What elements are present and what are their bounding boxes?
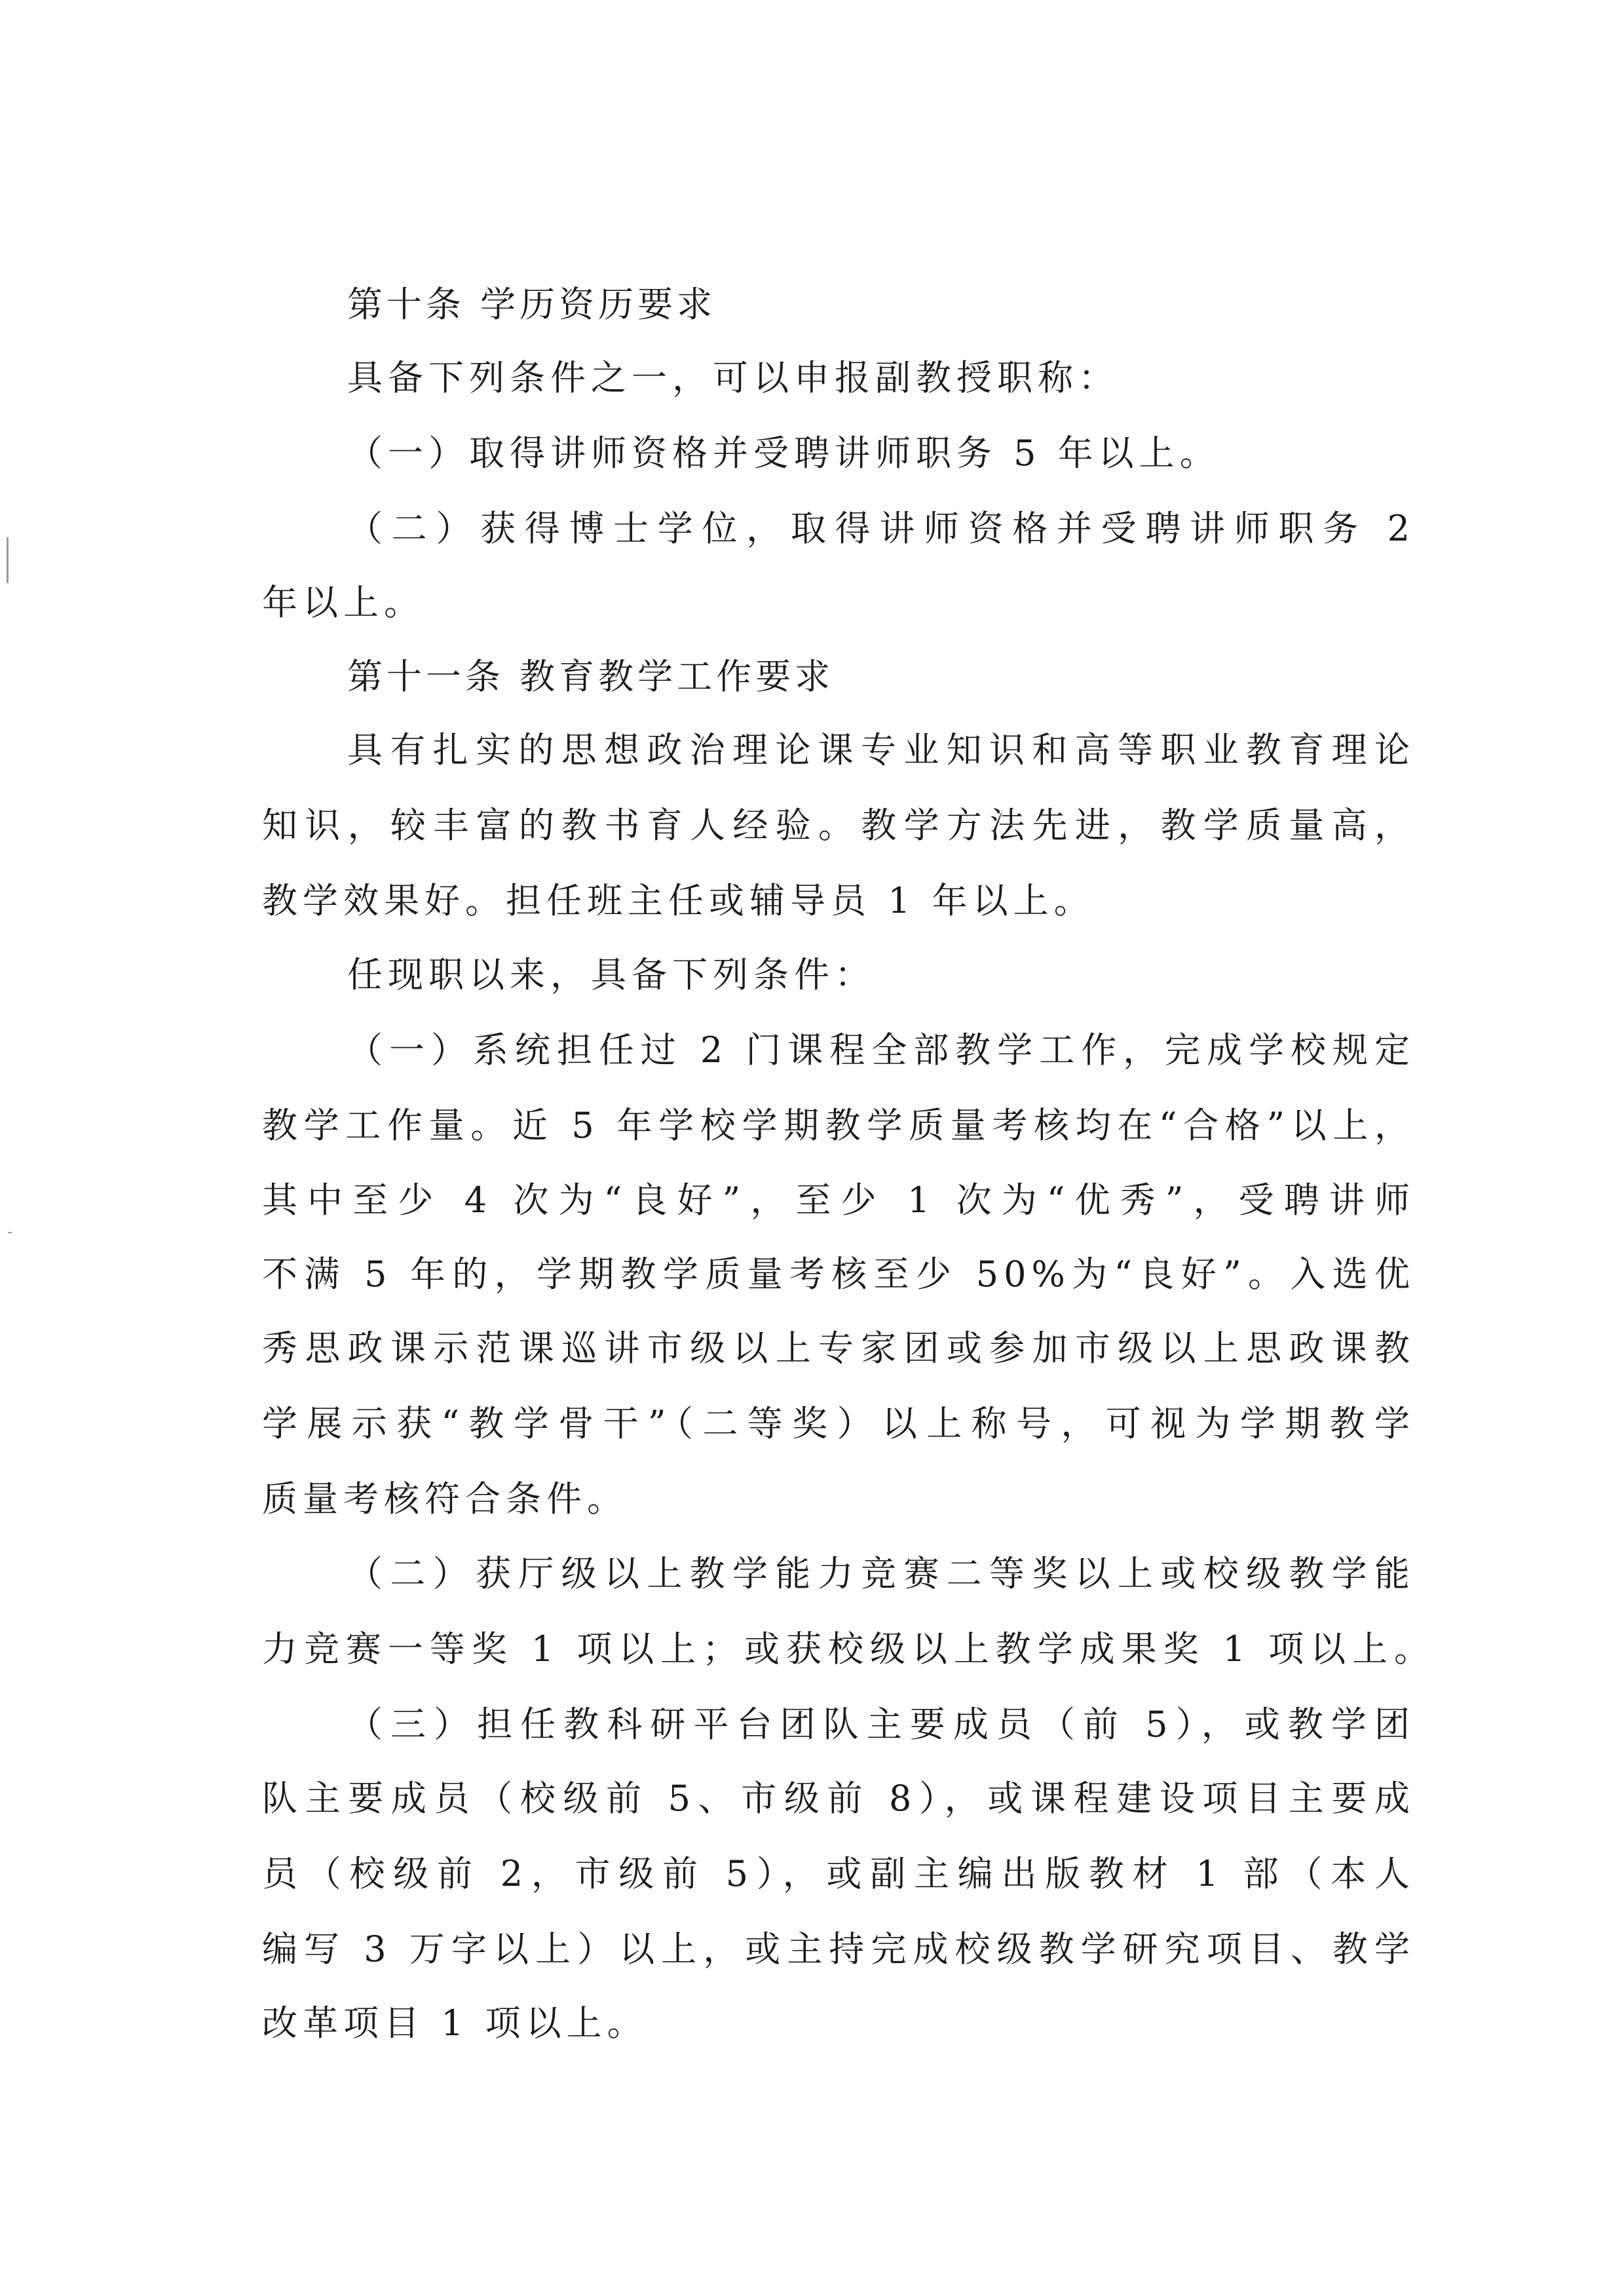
paragraph-line: 力竞赛一等奖 1 项以上；或获校级以上教学成果奖 1 项以上。 [262,1628,1435,1670]
paragraph-line: 队主要成员（校级前 5、市级前 8），或课程建设项目主要成 [262,1778,1415,1819]
paragraph-line: 任现职以来，具备下列条件： [347,954,875,995]
paragraph-line: 教学效果好。担任班主任或辅导员 1 年以上。 [262,880,1095,921]
scan-edge-mark [7,537,9,583]
paragraph-line: 编写 3 万字以上）以上，或主持完成校级教学研究项目、教学 [262,1928,1415,1970]
paragraph-line: （二）获得博士学位，取得讲师资格并受聘讲师职务 2 [347,508,1415,549]
paragraph-line: 质量考核符合条件。 [262,1478,628,1520]
paragraph-line: 具有扎实的思想政治理论课专业知识和高等职业教育理论 [347,729,1415,771]
scan-edge-mark [8,1232,12,1233]
article-10-heading: 第十条 学历资历要求 [347,284,717,325]
paragraph-line: （二）获厅级以上教学能力竞赛二等奖以上或校级教学能 [347,1553,1415,1594]
paragraph-line: （一）取得讲师资格并受聘讲师职务 5 年以上。 [347,432,1220,474]
paragraph-line: 其中至少 4 次为“良好”，至少 1 次为“优秀”，受聘讲师 [262,1179,1416,1221]
paragraph-line: （一）系统担任过 2 门课程全部教学工作，完成学校规定 [347,1029,1415,1071]
paragraph-line: 具备下列条件之一，可以申报副教授职称： [347,357,1119,398]
paragraph-line: 不满 5 年的，学期教学质量考核至少 50%为“良好”。入选优 [262,1253,1415,1295]
paragraph-line: （三）担任教科研平台团队主要成员（前 5），或教学团 [347,1704,1415,1745]
paragraph-line: 秀思政课示范课巡讲市级以上专家团或参加市级以上思政课教 [262,1328,1415,1369]
paragraph-line: 员（校级前 2，市级前 5），或副主编出版教材 1 部（本人 [262,1853,1415,1894]
article-11-heading: 第十一条 教育教学工作要求 [347,656,835,697]
paragraph-line: 知识，较丰富的教书育人经验。教学方法先进，教学质量高， [262,805,1415,846]
paragraph-line: 改革项目 1 项以上。 [262,2002,648,2044]
paragraph-line: 学展示获“教学骨干”（二等奖）以上称号，可视为学期教学 [262,1403,1415,1444]
paragraph-line: 年以上。 [262,582,425,623]
paragraph-line: 教学工作量。近 5 年学校学期教学质量考核均在“合格”以上， [262,1105,1415,1146]
